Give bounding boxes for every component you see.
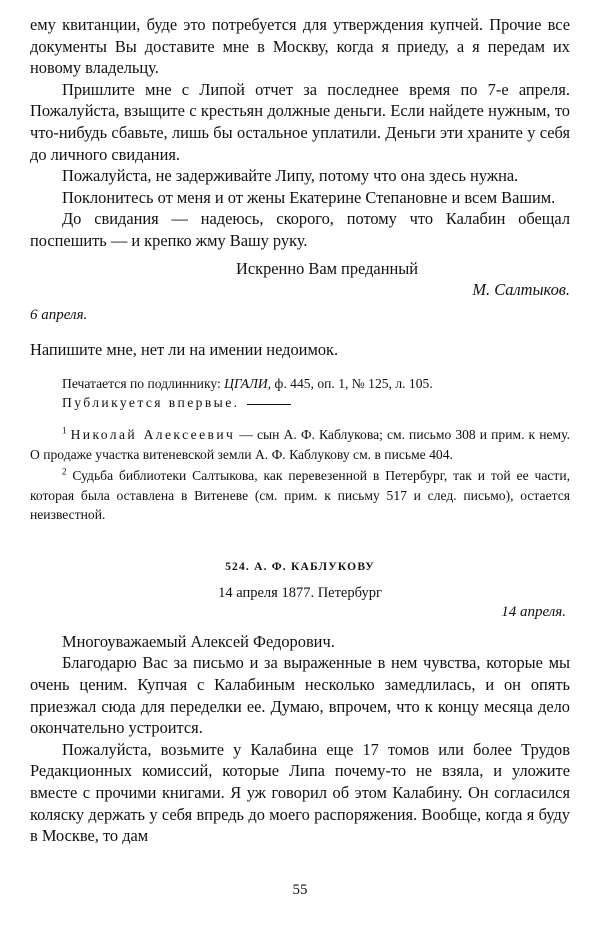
letter-paragraph-books: Пожалуйста, возьмите у Калабина еще 17 томов или более Трудов Редакционных комиссий, которые Липа почему-то не взяла, и уложите вместе с прочими книгами. Я уж говорил об этом Калабину. Он согласился коляску держать у себя впредь до моего распоряжения. Вообще, когда я буду в Москве, то дам: [30, 739, 570, 846]
publication-line: [62, 393, 570, 412]
footnote-text: — сын А. Ф. Каблукова; см. письмо 308 и прим. к нему. О продаже участка витеневской земли А. Ф. Каблукову см. в письме 404.: [30, 427, 570, 462]
footnote-2: [30, 466, 570, 525]
source-details: ф. 445, оп. 1, № 125, л. 105.: [271, 376, 433, 392]
letter-date-place: 14 апреля 1877. Петербург: [218, 584, 382, 601]
book-page: [30, 14, 570, 847]
footnote-marker: 1: [62, 425, 67, 436]
letter-date-right: 14 апреля.: [501, 603, 566, 620]
postscript: Напишите мне, нет ли на имении недоимок.: [30, 339, 339, 359]
letter-heading: 524. А. Ф. КАБЛУКОВУ: [225, 560, 375, 573]
source-note: [30, 374, 570, 412]
separator-rule: [247, 404, 291, 405]
letter-date: 6 апреля.: [30, 306, 88, 323]
closing-phrase: Искренно Вам преданный: [236, 258, 419, 278]
paragraph-regards: Поклонитесь от меня и от жены Екатерине Степановне и всем Вашим.: [62, 187, 556, 207]
source-prefix: Печатается по подлиннику:: [62, 376, 225, 392]
salutation: Многоуважаемый Алексей Федорович.: [62, 631, 335, 651]
publication-status: Публикуется впервые.: [62, 395, 240, 411]
letter-paragraph-thanks: Благодарю Вас за письмо и за выраженные в нем чувства, которые мы очень ценим. Купчая с Калабиным несколько замедлилась, и он опять приезжал сюда для переделки ее. Думаю, впрочем, что к концу месяца дело окончательно устроится.: [30, 653, 570, 738]
source-archive: ЦГАЛИ,: [224, 376, 272, 392]
paragraph-continuation: ему квитанции, буде это потребуется для утверждения купчей. Прочие все документы Вы доставите мне в Москву, когда я приеду, а я передам их новому владельцу.: [30, 15, 570, 78]
footnote-1: [30, 425, 570, 464]
paragraph-farewell: До свидания — надеюсь, скорого, потому что Калабин обещал поспешить — и крепко жму Вашу руку.: [30, 209, 570, 250]
paragraph-lipa: Пожалуйста, не задерживайте Липу, потому что она здесь нужна.: [62, 166, 519, 186]
source-line: [62, 374, 570, 393]
footnote-text: Судьба библиотеки Салтыкова, как перевезенной в Петербург, так и той ее части, которая была оставлена в Витеневе (см. прим. к письму 517 и след. письмо), остается неизвестной.: [30, 468, 570, 523]
footnote-person-name: Николай Алексеевич: [70, 427, 236, 443]
page-number: 55: [292, 882, 308, 898]
paragraph-report-request: Пришлите мне с Липой отчет за последнее время по 7-е апреля. Пожалуйста, взыщите с крестьян должные деньги. Если найдете нужным, то что-нибудь сбавьте, лишь бы остальное уплатили. Деньги эти храните у себя до личного свидания.: [30, 79, 570, 164]
signature: М. Салтыков.: [472, 280, 570, 300]
footnotes: [30, 425, 570, 525]
footnote-marker: 2: [62, 466, 67, 477]
